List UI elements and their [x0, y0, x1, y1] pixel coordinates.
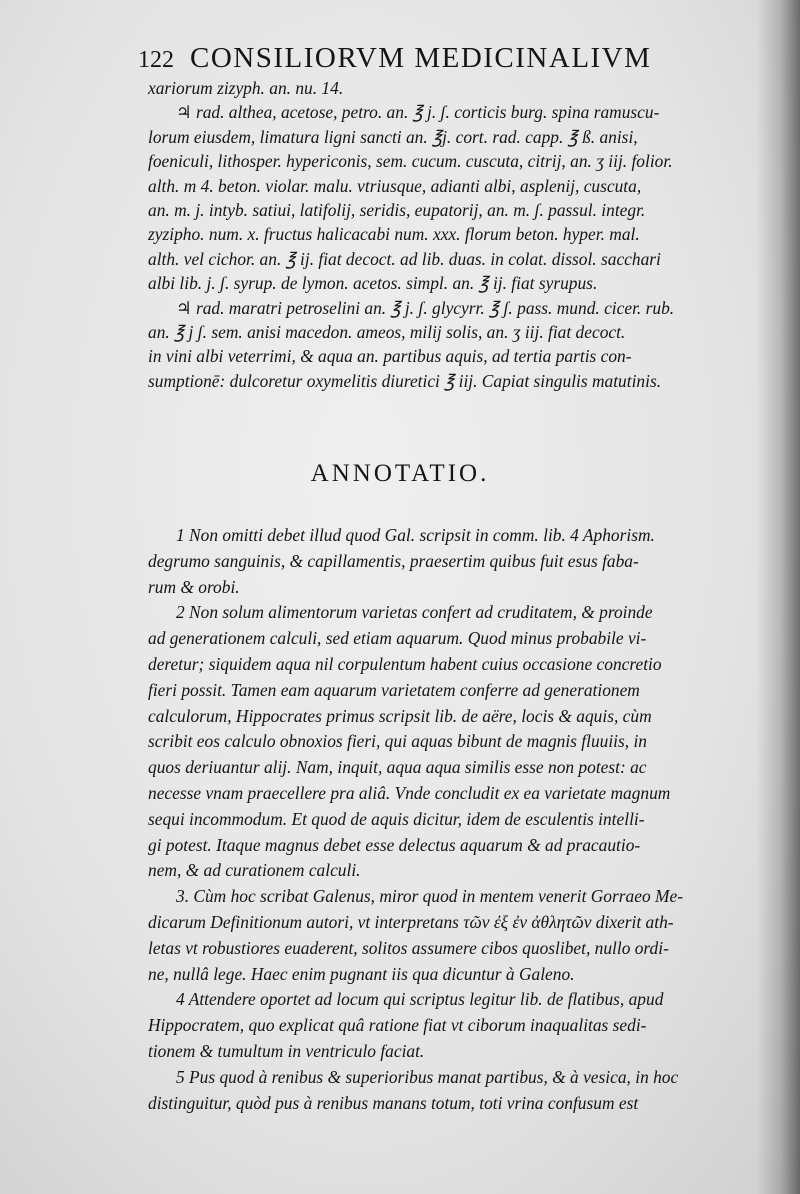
- text-line: alth. vel cichor. an. ℥ ij. fiat decoct. ad lib. duas. in colat. dissol. sacchari: [148, 248, 661, 269]
- text-line: in vini albi veterrimi, & aqua an. partibus aquis, ad tertia partis con-: [148, 346, 632, 367]
- text-line: quos deriuantur alij. Nam, inquit, aqua aqua similis esse non potest: ac: [148, 757, 647, 778]
- text-line: letas vt robustiores euaderent, solitos assumere cibos quoslibet, nullo ordi-: [148, 937, 669, 958]
- text-line: distinguitur, quòd pus à renibus manans totum, toti vrina confusum est: [148, 1092, 639, 1113]
- text-line: 2 Non solum alimentorum varietas confert ad cruditatem, & proinde: [176, 602, 653, 623]
- text-line: sumptionē: dulcoretur oxymelitis diuretici ℥ iij. Capiat singulis matutinis.: [148, 370, 662, 391]
- text-line: alth. m 4. beton. violar. malu. vtriusque, adianti albi, asplenij, cuscuta,: [148, 175, 642, 196]
- annotation-text: [148, 523, 770, 1116]
- text-line: dicarum Definitionum autori, vt interpretans τῶν ἐξ ἐν ἀθλητῶν dixerit ath-: [148, 911, 674, 932]
- text-line: nem, & ad curationem calculi.: [148, 860, 361, 881]
- text-line: xariorum zizyph. an. nu. 14.: [148, 78, 344, 98]
- text-line: calculorum, Hippocrates primus scripsit lib. de aëre, locis & aquis, cùm: [148, 705, 652, 726]
- text-line: 3. Cùm hoc scribat Galenus, miror quod in mentem venerit Gorraeo Me-: [176, 886, 683, 907]
- text-line: tionem & tumultum in ventriculo faciat.: [148, 1040, 425, 1061]
- text-line: an. m. j. intyb. satiui, latifolij, seridis, eupatorij, an. m. ʃ. passul. integr.: [148, 199, 646, 220]
- text-line: zyzipho. num. x. fructus halicacabi num. xxx. florum beton. hyper. mal.: [148, 224, 640, 245]
- running-title: CONSILIORVM MEDICINALIVM: [190, 42, 652, 74]
- text-line: scribit eos calculo obnoxios fieri, qui aquas bibunt de magnis fluuiis, in: [148, 731, 647, 752]
- text-line: Hippocratem, quo explicat quâ ratione fiat vt ciborum inaqualitas sedi-: [148, 1015, 647, 1036]
- text-line: lorum eiusdem, limatura ligni sancti an. ℥j. cort. rad. capp. ℥ ß. anisi,: [148, 126, 638, 147]
- text-line: gi potest. Itaque magnus debet esse delectus aquarum & ad pracautio-: [148, 834, 641, 855]
- text-line: 1 Non omitti debet illud quod Gal. scripsit in comm. lib. 4 Aphorism.: [176, 525, 655, 545]
- text-line: rum & orobi.: [148, 576, 240, 597]
- text-line: necesse vnam praecellere pra aliâ. Vnde concludit ex ea varietate magnum: [148, 782, 671, 803]
- text-line: foeniculi, lithosper. hypericonis, sem. cucum. cuscuta, citrij, an. ʒ iij. folior.: [148, 151, 673, 172]
- text-line: albi lib. j. ʃ. syrup. de lymon. acetos. simpl. an. ℥ ij. fiat syrupus.: [148, 273, 598, 294]
- recipe-text: [148, 76, 770, 393]
- text-line: ♃ rad. althea, acetose, petro. an. ℥ j. ʃ. corticis burg. spina ramuscu-: [176, 102, 660, 123]
- text-line: ♃ rad. maratri petroselini an. ℥ j. ʃ. glycyrr. ℥ ʃ. pass. mund. cicer. rub.: [176, 297, 675, 318]
- text-line: deretur; siquidem aqua nil corpulentum habent cuius occasione concretio: [148, 653, 662, 674]
- page-number: 122: [138, 47, 174, 73]
- page-header: [138, 42, 758, 75]
- text-line: 5 Pus quod à renibus & superioribus manat partibus, & à vesica, in hoc: [176, 1066, 679, 1087]
- text-line: fieri possit. Tamen eam aquarum varietatem conferre ad generationem: [148, 679, 640, 700]
- page-gutter-shadow: [756, 0, 800, 1194]
- text-line: sequi incommodum. Et quod de aquis dicitur, idem de esculentis intelli-: [148, 808, 645, 829]
- text-line: an. ℥ j ʃ. sem. anisi macedon. ameos, milij solis, an. ʒ iij. fiat decoct.: [148, 321, 626, 342]
- text-line: 4 Attendere oportet ad locum qui scriptus legitur lib. de flatibus, apud: [176, 989, 664, 1010]
- annotation-heading: ANNOTATIO.: [310, 460, 490, 487]
- text-line: ad generationem calculi, sed etiam aquarum. Quod minus probabile vi-: [148, 628, 647, 649]
- text-line: ne, nullâ lege. Haec enim pugnant iis qua dicuntur à Galeno.: [148, 963, 575, 984]
- text-line: degrumo sanguinis, & capillamentis, praesertim quibus fuit esus faba-: [148, 550, 639, 571]
